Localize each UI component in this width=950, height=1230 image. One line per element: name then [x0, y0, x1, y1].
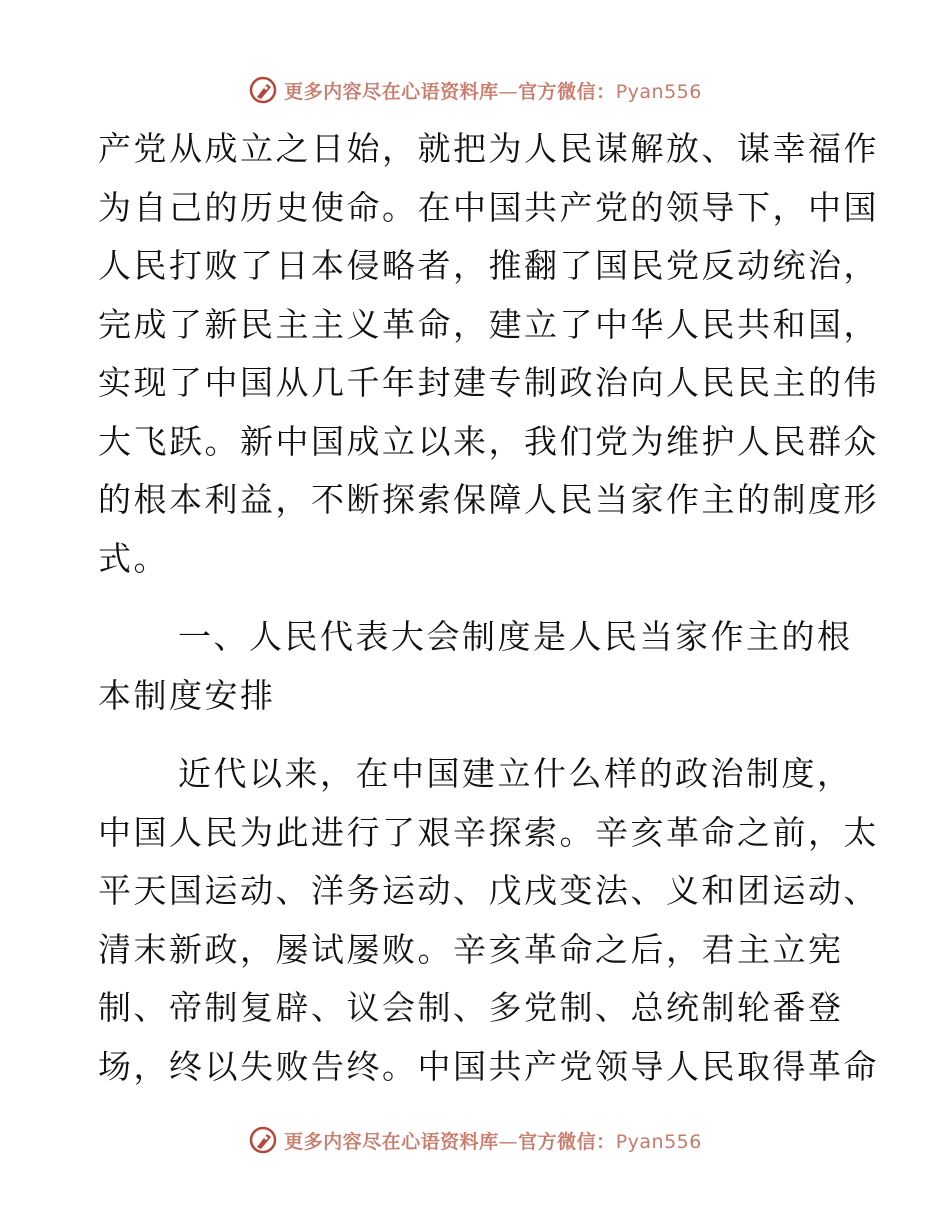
text-line: 平天国运动、洋务运动、戊戌变法、义和团运动、 [98, 871, 879, 910]
text-line: 实现了中国从几千年封建专制政治向人民民主的伟 [98, 363, 879, 402]
text-line: 完成了新民主主义革命，建立了中华人民共和国， [98, 304, 879, 344]
text-line: 的根本利益，不断探索保障人民当家作主的制度形 [98, 480, 879, 519]
text-line: 为自己的历史使命。在中国共产党的领导下，中国 [98, 187, 879, 227]
text-line: 中国人民为此进行了艰辛探索。辛亥革命之前，太 [98, 812, 879, 852]
watermark-contact-id: Pyan556 [615, 1130, 702, 1153]
watermark-text [284, 1127, 702, 1154]
footer-watermark [0, 1120, 950, 1160]
text-line: 清末新政，屡试屡败。辛亥革命之后，君主立宪 [98, 929, 844, 969]
paragraph-1 [98, 120, 879, 588]
pen-nib-logo-icon [248, 1125, 278, 1155]
header-watermark [0, 70, 950, 110]
watermark-separator: — [498, 80, 519, 103]
text-line: 产党从成立之日始，就把为人民谋解放、谋幸福作 [98, 129, 879, 168]
text-line: 制、帝制复辟、议会制、多党制、总统制轮番登 [98, 988, 844, 1027]
watermark-contact-label: 官方微信： [518, 1130, 616, 1153]
watermark-slogan: 更多内容尽在心语资料库 [284, 1130, 499, 1153]
text-line: 近代以来，在中国建立什么样的政治制度， [178, 754, 853, 793]
text-line: 人民打败了日本侵略者，推翻了国民党反动统治， [98, 246, 879, 285]
watermark-contact-id: Pyan556 [615, 80, 702, 103]
watermark-text [284, 77, 702, 104]
watermark-contact-label: 官方微信： [518, 80, 616, 103]
paragraph-2 [98, 745, 879, 1096]
text-line: 场，终以失败告终。中国共产党领导人民取得革命 [98, 1046, 879, 1086]
pen-nib-logo-icon [248, 75, 278, 105]
watermark-separator: — [498, 1130, 519, 1153]
section-heading [98, 608, 858, 725]
heading-line: 一、人民代表大会制度是人民当家作主的根 [178, 617, 853, 656]
heading-line: 本制度安排 [98, 675, 276, 715]
document-body [98, 120, 879, 1096]
watermark-slogan: 更多内容尽在心语资料库 [284, 80, 499, 103]
text-line: 大飞跃。新中国成立以来，我们党为维护人民群众 [98, 421, 879, 461]
text-line: 式。 [98, 538, 169, 578]
